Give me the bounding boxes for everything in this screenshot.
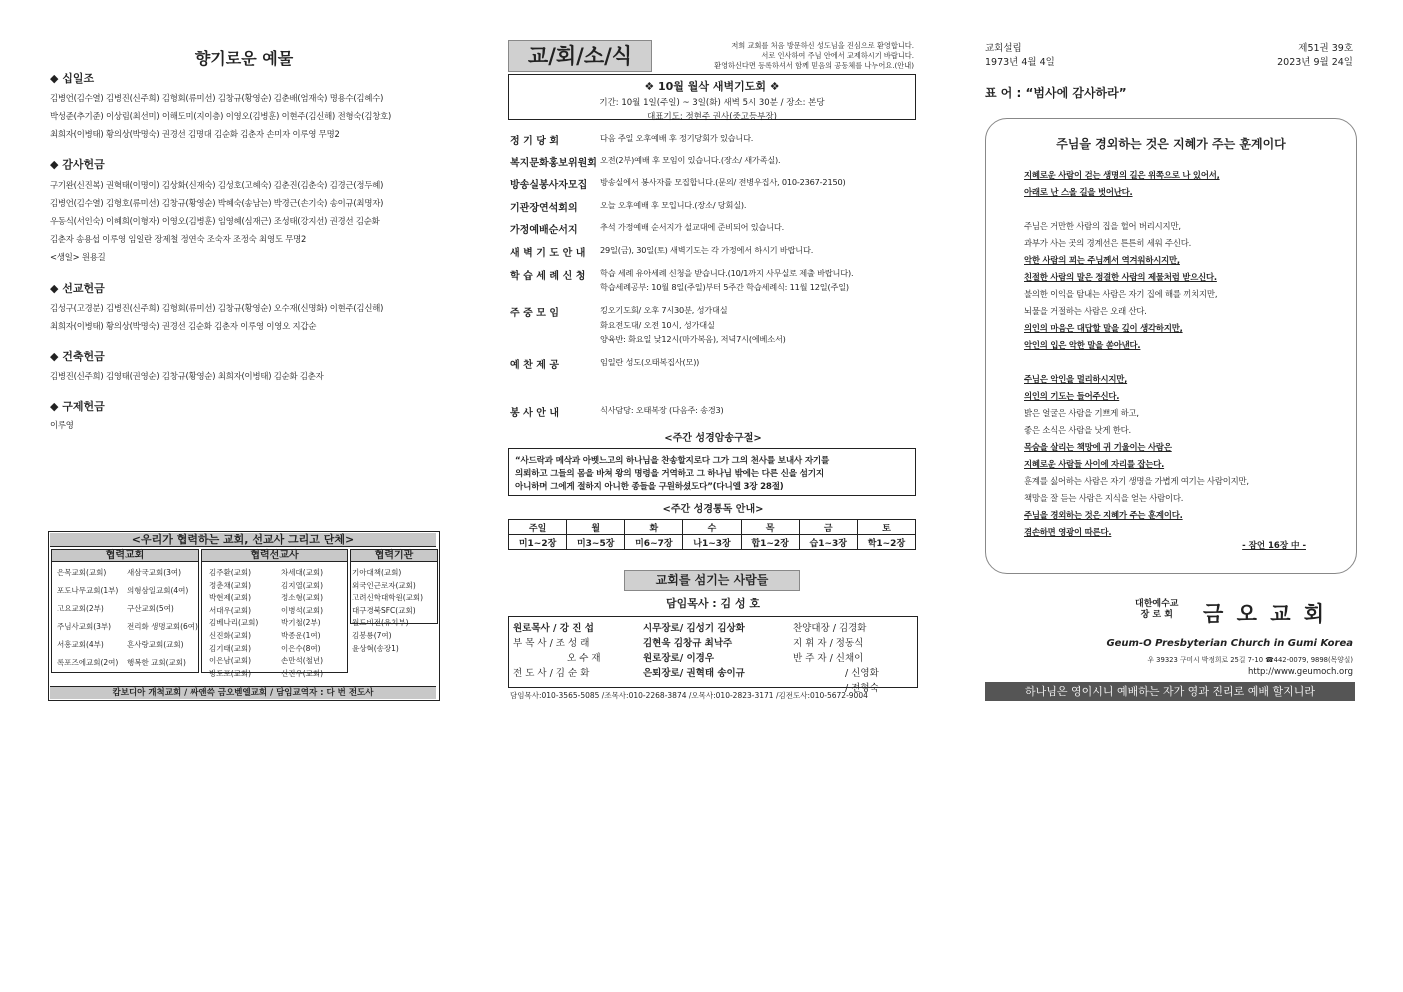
coop-item: 김봉룡(7여): [352, 631, 392, 640]
staff-phones: 담임목사:010-3565-5085 /조목사:010-2268-3874 /오목사:010-2823-3171 /김전도사:010-5672-9004: [510, 691, 868, 700]
cambodia-church-footer: 캄보디아 개척교회 / 싸앤쓱 금오벧엘교회 / 담임교역자 : 다 번 전도사: [50, 686, 436, 699]
coop-item: 구산교회(5여): [127, 604, 174, 613]
memory-verse-box: [508, 448, 916, 496]
news-title: 교/회/소/식: [508, 40, 652, 72]
reading-chapter: 미1~2장: [509, 535, 567, 550]
coop-item: 서대우(교회): [209, 605, 252, 615]
coop-item: 정소형(교회): [281, 593, 324, 603]
reading-day: 목: [741, 520, 799, 535]
coop-item: 대구경북SFC(교회): [352, 605, 416, 615]
announcement-label: 예 찬 제 공: [510, 360, 560, 371]
announcement-text: 다음 주일 오후예배 후 정기당회가 있습니다.: [600, 133, 754, 143]
partner-missionaries-header: 협력선교사: [202, 550, 347, 562]
memory-verse-line: 의뢰하고 그들의 몸을 바쳐 왕의 명령을 거역하고 그 하나님 밖에는 다른 신을 섬기지: [515, 469, 824, 479]
denomination-line: 장 로 회: [1140, 610, 1173, 620]
offering-line: 김병진(신주희) 김영태(권영순) 김창규(황영순) 최희자(이병태) 김순화 김춘자: [50, 371, 324, 381]
reading-chapter: 학1~2장: [857, 535, 915, 550]
announcement-text: 화요전도대/ 오전 10시, 성가대실: [600, 320, 715, 330]
staff-entry: 찬양대장 / 김경화: [793, 623, 867, 634]
coop-item: 차세대(교회): [281, 568, 324, 577]
coop-item: 박현제(교회): [209, 593, 252, 603]
coop-item: 기아대책(교회): [352, 568, 402, 577]
church-address: 우 39323 구미시 박정희로 25길 7-10 ☎442-0079, 9898(목양실): [1147, 656, 1353, 664]
welcome-line: 서로 인사하여 주님 안에서 교제하시기 바랍니다.: [761, 51, 914, 60]
staff-entry: 부 목 사 / 조 성 래: [513, 638, 590, 649]
staff-entry: 은퇴장로/ 권혁태 송이규: [643, 668, 745, 679]
proverb-verse: 의인의 기도는 들어주신다.: [1024, 391, 1120, 401]
established-label: 교회설립: [985, 43, 1022, 54]
reading-day: 화: [625, 520, 683, 535]
offerings-column: [48, 40, 440, 700]
announcement-label: 주 중 모 임: [510, 308, 560, 319]
coop-item: 윤상혁(송장1): [352, 643, 399, 653]
reading-chapter: 미3~5장: [567, 535, 625, 550]
news-column: [508, 38, 918, 702]
proverb-verse: 친절한 사람의 말은 정결한 사람의 제물처럼 받으신다.: [1024, 272, 1217, 282]
partner-churches-header: 협력교회: [52, 550, 198, 562]
coop-item: 김베나리(교회): [209, 618, 259, 628]
announcement-text: 방송실에서 봉사자를 모집합니다.(문의/ 전병우집사, 010-2367-2150): [600, 177, 846, 187]
volume-number: 제51권 39호: [1298, 43, 1353, 54]
cooperation-title: <우리가 협력하는 교회, 선교사 그리고 단체>: [50, 533, 436, 547]
coop-item: 박종운(1여): [281, 631, 321, 640]
welcome-line: 저희 교회를 처음 방문하신 성도님을 진심으로 환영합니다.: [731, 41, 914, 50]
offering-line: 박성준(추기준) 이상림(최선미) 이해도미(지이층) 이영오(김병훈) 이현주(김신해) 전형숙(김창호): [50, 111, 392, 121]
staff-entry: 전 도 사 / 김 순 화: [513, 668, 590, 679]
senior-pastor: 담임목사 : 김 성 호: [665, 597, 761, 610]
proverb-verse: 불의한 이익을 탐내는 사람은 자기 집에 해를 끼치지만,: [1024, 289, 1218, 299]
memory-verse-heading: <주간 성경암송구절>: [664, 433, 762, 444]
proverb-verse: 지혜로운 사람들 사이에 자리를 잡는다.: [1024, 459, 1165, 469]
mission-heading: ◆ 선교헌금: [50, 282, 105, 295]
staff-entry: 김현욱 김창규 최낙주: [643, 638, 733, 649]
coop-item: 월드비전(유치부): [352, 618, 409, 628]
coop-item: 이병석(교회): [281, 605, 324, 615]
reading-day: 월: [567, 520, 625, 535]
dawn-prayer-box: [508, 74, 916, 120]
proverbs-reference: - 잠언 16장 中 -: [1242, 541, 1306, 551]
staff-entry: / 전형숙: [845, 683, 879, 694]
offering-line: <생일> 원용길: [50, 252, 106, 262]
memory-verse-line: 아니하며 그에게 절하지 아니한 종들을 구원하셨도다”(다니엘 3장 28절): [515, 482, 784, 492]
coop-item: 신진화(교회): [209, 631, 252, 640]
announcement-label: 가정예배순서지: [510, 225, 578, 236]
scripture-motto: 하나님은 영이시니 예배하는 자가 영과 진리로 예배 할지니라: [985, 682, 1355, 701]
thanks-heading: ◆ 감사헌금: [50, 158, 105, 171]
proverb-verse: 좋은 소식은 사람을 낫게 한다.: [1024, 425, 1131, 435]
coop-item: 고요교회(2부): [57, 604, 104, 613]
proverb-verse: 목숨을 살리는 책망에 귀 기울이는 사람은: [1024, 442, 1172, 452]
relief-heading: ◆ 구제헌금: [50, 400, 105, 413]
coop-item: 김주환(교회): [209, 568, 252, 577]
offering-line: 김성구(고경분) 김병진(신주희) 김형회(류미선) 김창규(황영순) 오수재(신명화) 이현주(김신해): [50, 303, 384, 313]
building-heading: ◆ 건축헌금: [50, 350, 105, 363]
denomination: [1135, 599, 1178, 621]
offering-line: 이루영: [50, 420, 74, 430]
welcome-line: 환영하신다면 등록하셔서 함께 믿음의 공동체를 나누어요.(안내): [714, 61, 914, 70]
reading-day: 토: [857, 520, 915, 535]
proverb-verse: 책망을 잘 듣는 사람은 지식을 얻는 사람이다.: [1024, 493, 1184, 503]
offerings-title: 향기로운 예물: [194, 49, 294, 68]
bible-reading-heading: <주간 성경통독 안내>: [662, 504, 764, 515]
proverbs-title: 주님을 경외하는 것은 지혜가 주는 훈계이다: [1056, 137, 1286, 151]
staff-entry: 지 휘 자 / 정동식: [793, 638, 864, 649]
announcement-text: 임일란 성도(오태복집사(모)): [600, 357, 700, 367]
coop-item: 김기태(교회): [209, 643, 252, 653]
coop-item: 전리화 생명교회(6여): [127, 622, 198, 631]
staff-entry: 원로장로/ 이경우: [643, 653, 715, 664]
partner-agencies-header: 협력기관: [351, 550, 437, 562]
established-date: 1973년 4월 4일: [985, 57, 1055, 68]
announcement-label: 방송실봉사자모집: [510, 180, 588, 191]
proverb-verse: 주님은 악인을 멀리하시지만,: [1024, 374, 1128, 384]
reading-day: 금: [799, 520, 857, 535]
proverb-verse: 훈계를 싫어하는 사람은 자기 생명을 가볍게 여기는 사람이지만,: [1024, 476, 1249, 486]
front-cover: [985, 38, 1357, 702]
reading-chapter: 나1~3장: [683, 535, 741, 550]
reading-chapter: 합1~2장: [741, 535, 799, 550]
annual-slogan: 표 어 : “범사에 감사하라”: [985, 86, 1127, 100]
announcement-text: 양육반: 화요일 낮12시(마가복음), 저녁7시(에베소서): [600, 334, 786, 344]
coop-item: 박기철(2부): [281, 618, 321, 628]
coop-item: 방도포(교회): [209, 668, 252, 678]
staff-entry: 원로목사 / 강 진 섭: [513, 623, 594, 634]
offering-line: 김병언(김수열) 김병진(신주희) 김형회(류미선) 김창규(황영순) 김춘배(엄재숙) 명용수(김혜수): [50, 93, 384, 103]
reading-chapter: 습1~3장: [799, 535, 857, 550]
coop-item: 흔사랑교회(교회): [127, 640, 184, 649]
announcement-text: 29일(금), 30일(토) 새벽기도는 각 가정에서 하시기 바랍니다.: [600, 245, 814, 255]
proverb-verse: 지혜로운 사람이 걷는 생명의 길은 위쪽으로 나 있어서,: [1024, 170, 1220, 180]
announcement-label: 기관장연석회의: [510, 203, 578, 214]
cooperation-table: [48, 531, 440, 701]
coop-item: 외국인근로자(교회): [352, 580, 416, 590]
announcement-label: 복지문화홍보위원회: [510, 158, 597, 169]
staff-entry: / 신영화: [845, 668, 879, 679]
reading-day: 수: [683, 520, 741, 535]
coop-item: 록포즈에교회(2여): [57, 658, 119, 667]
offering-line: 우동식(서인숙) 이혜희(이형자) 이영오(김병훈) 임영혜(심재근) 조성태(강지선) 권경선 김순화: [50, 216, 380, 226]
offering-line: 최희자(이병태) 황의상(박명숙) 권경선 김순화 김춘자 이루영 이영오 지갑순: [50, 321, 317, 331]
staff-entry: 시무장로/ 김성기 김상화: [643, 623, 745, 634]
church-website[interactable]: http://www.geumoch.org: [1247, 667, 1353, 677]
coop-item: 주님사교회(3부): [57, 622, 112, 631]
coop-item: 새삼국교회(3여): [127, 568, 182, 577]
staff-entry: 오 수 재: [567, 653, 601, 664]
proverb-verse: 아래로 난 스올 길을 벗어난다.: [1024, 187, 1133, 197]
bible-reading-table: [508, 519, 916, 550]
coop-item: 의형삼일교회(4여): [127, 586, 189, 595]
proverb-verse: 악한 사람의 꾀는 주님께서 역겨워하시지만,: [1024, 255, 1180, 265]
proverb-verse: 주님은 거만한 사람의 집을 헐어 버리시지만,: [1024, 221, 1181, 231]
announcement-text: 추석 가정예배 순서지가 설교대에 준비되어 있습니다.: [600, 222, 785, 232]
proverb-verse: 겸손하면 영광이 따른다.: [1024, 527, 1112, 537]
announcement-label: 새 벽 기 도 안 내: [510, 248, 586, 259]
dawn-prayer-title: ❖ 10월 월삭 새벽기도회 ❖: [644, 80, 780, 93]
denomination-line: 대한예수교: [1135, 599, 1179, 609]
dawn-prayer-leader: 대표기도: 정현주 권사(중고등부장): [647, 112, 777, 122]
announcement-text: 킹오기도회/ 오후 7시30분, 성가대실: [600, 305, 728, 315]
offering-line: 김병언(김수열) 김형호(류미선) 김창규(황영순) 박혜숙(송남는) 박경근(손기숙) 송이규(최명자): [50, 198, 384, 208]
announcement-text: 식사담당: 오태복장 (다음주: 송경3): [600, 405, 724, 415]
announcement-label: 정 기 당 회: [510, 136, 560, 147]
staff-table: [508, 616, 918, 694]
proverb-verse: 주님을 경외하는 것은 지혜가 주는 훈계이다.: [1024, 510, 1183, 520]
reading-day: 주일: [509, 520, 567, 535]
announcement-text: 학습세례공부: 10월 8일(주일)부터 5주간 학습세례식: 11월 12일(주일): [600, 282, 849, 292]
announcement-label: 학 습 세 례 신 청: [510, 271, 586, 282]
church-name: 금 오 교 회: [1203, 602, 1328, 626]
coop-item: 정춘채(교회): [209, 580, 252, 590]
memory-verse-line: “사드락과 메삭과 아벳느고의 하나님을 찬송할지로다 그가 그의 천사를 보내사 자기를: [515, 456, 830, 466]
tithe-heading: ◆ 십일조: [50, 72, 95, 85]
bulletin-date: 2023년 9월 24일: [1277, 57, 1353, 68]
coop-item: 손만석(철년): [281, 656, 324, 666]
proverb-verse: 악인의 입은 악한 말을 쏟아낸다.: [1024, 340, 1141, 350]
coop-item: 은목교회(교회): [57, 568, 107, 577]
coop-item: 김지열(교회): [281, 580, 324, 590]
proverb-verse: 과부가 사는 곳의 경계선은 튼튼히 세워 주신다.: [1024, 238, 1192, 248]
reading-chapter: 미6~7장: [625, 535, 683, 550]
announcement-label: 봉 사 안 내: [510, 408, 560, 419]
coop-item: 행복한 교회(교회): [127, 658, 186, 667]
proverb-verse: 밝은 얼굴은 사람을 기쁘게 하고,: [1024, 408, 1139, 418]
offering-line: 구기완(신진복) 권혁태(이명이) 김상화(신재숙) 김성호(고혜숙) 김춘진(김춘숙) 김경근(정두혜): [50, 180, 384, 190]
proverbs-box: [985, 118, 1357, 574]
offering-line: 김춘자 송용섭 이루영 임일란 장제철 정연숙 조숙자 조정숙 최영도 무명2: [50, 234, 307, 244]
coop-item: 고려신학대학원(교회): [352, 593, 424, 603]
proverb-verse: 뇌물을 거절하는 사람은 오래 산다.: [1024, 306, 1147, 316]
announcement-text: 오늘 오후예배 후 모입니다.(장소/ 당회실).: [600, 200, 747, 210]
dawn-prayer-period: 기간: 10월 1일(주일) ~ 3일(화) 새벽 5시 30분 / 장소: 본당: [599, 98, 825, 108]
proverb-verse: 의인의 마음은 대답할 말을 깊이 생각하지만,: [1024, 323, 1183, 333]
offering-line: 최희자(이병태) 황의상(박명숙) 권경선 김명대 김순화 김춘자 손미자 이루영 무명2: [50, 129, 340, 139]
coop-item: 서흥교회(4부): [57, 640, 104, 649]
coop-item: 이은남(교회): [209, 656, 252, 666]
coop-item: 포도나무교회(1부): [57, 586, 119, 595]
church-english-name: Geum-O Presbyterian Church in Gumi Korea: [1106, 638, 1353, 649]
coop-item: 신진우(교회): [281, 668, 324, 678]
staff-entry: 반 주 자 / 신채이: [793, 653, 864, 664]
announcement-text: 학습 세례 유아세례 신청을 받습니다.(10/1까지 사무실로 제출 바랍니다).: [600, 268, 854, 278]
servers-heading: 교회를 섬기는 사람들: [624, 570, 800, 591]
coop-item: 이은수(8여): [281, 643, 321, 653]
announcement-text: 오전(2부)예배 후 모임이 있습니다.(장소/ 새가족실).: [600, 155, 781, 165]
